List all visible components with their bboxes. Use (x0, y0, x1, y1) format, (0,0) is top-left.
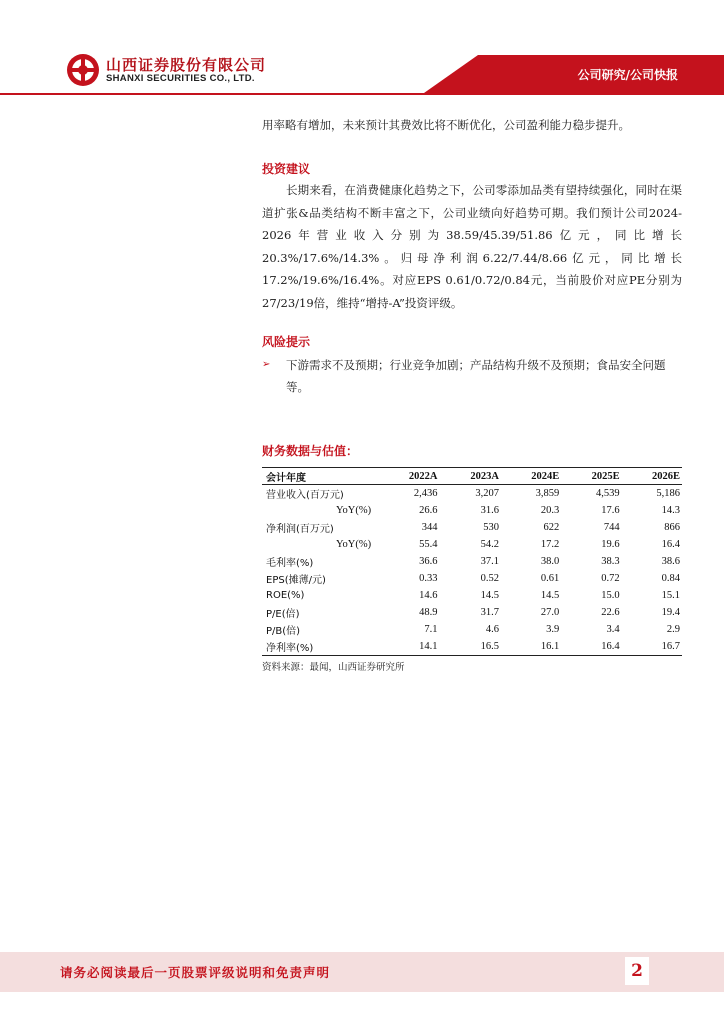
table-cell: 55.4 (419, 539, 438, 550)
table-cell: 16.4 (661, 539, 680, 550)
table-cell: 36.6 (419, 556, 438, 567)
company-name-cn: 山西证券股份有限公司 (106, 56, 267, 74)
table-cell: 3,859 (535, 488, 560, 499)
table-cell: 31.7 (480, 607, 499, 618)
table-header-row (262, 468, 682, 485)
financial-title: 财务数据与估值： (262, 444, 359, 458)
page-number: 2 (625, 957, 649, 985)
intro-paragraph: 用率略有增加，未来预计其费效比将不断优化，公司盈利能力稳步提升。 (262, 118, 630, 132)
table-header-year: 2024E (501, 468, 561, 485)
table-cell: 866 (664, 522, 680, 533)
table-cell: 622 (543, 522, 560, 533)
table-cell: 0.61 (540, 573, 560, 584)
table-cell: 344 (421, 522, 438, 533)
table-cell: 16.4 (561, 638, 621, 656)
table-cell: 15.1 (661, 590, 680, 601)
report-type-label: 公司研究/公司快报 (577, 68, 678, 82)
table-cell: 14.5 (540, 590, 560, 601)
table-cell: 0.52 (480, 573, 499, 584)
table-header-year: 2025E (561, 468, 621, 485)
table-cell: 48.9 (419, 607, 438, 618)
table-cell: 14.1 (378, 638, 439, 656)
row-label: P/B(倍) (266, 626, 301, 637)
table-cell: 22.6 (601, 607, 620, 618)
table-cell: 17.6 (601, 505, 620, 516)
company-name-en: SHANXI SECURITIES CO., LTD. (106, 73, 255, 84)
table-cell: 14.5 (480, 590, 499, 601)
row-label: ROE(%) (266, 590, 305, 601)
table-cell: 3.4 (606, 624, 620, 635)
table-cell: 26.6 (419, 505, 438, 516)
table-row (262, 587, 682, 604)
investment-section (262, 160, 682, 314)
table-header-year: 2023A (439, 468, 500, 485)
financial-table-body (262, 485, 682, 656)
table-row (262, 621, 682, 638)
risk-item (262, 354, 682, 398)
table-cell: 744 (603, 522, 620, 533)
row-label: YoY(%) (336, 539, 372, 550)
table-row (262, 570, 682, 587)
financial-section (262, 442, 682, 673)
table-cell: 4.6 (485, 624, 499, 635)
risk-item-text: 下游需求不及预期；行业竞争加剧；产品结构升级不及预期；食品安全问题等。 (286, 358, 666, 394)
row-label: 毛利率(%) (266, 558, 314, 569)
company-logo-icon (66, 53, 100, 87)
table-row (262, 536, 682, 553)
table-cell: 38.0 (540, 556, 560, 567)
table-cell: 31.6 (480, 505, 499, 516)
table-header-year: 2026E (622, 468, 682, 485)
row-label: EPS(摊薄/元) (266, 575, 326, 586)
table-cell: 0.72 (601, 573, 620, 584)
table-cell: 5,186 (656, 488, 680, 499)
table-cell: 530 (483, 522, 499, 533)
risk-title: 风险提示 (262, 335, 311, 349)
table-cell: 14.3 (661, 505, 680, 516)
table-cell: 27.0 (540, 607, 560, 618)
header-divider (0, 93, 724, 95)
table-cell: 3,207 (475, 488, 499, 499)
intro-paragraph-block (262, 114, 682, 137)
table-cell: 0.84 (661, 573, 680, 584)
footer-disclaimer: 请务必阅读最后一页股票评级说明和免责声明 (60, 965, 331, 980)
table-cell: 38.3 (601, 556, 620, 567)
table-cell: 19.6 (601, 539, 620, 550)
table-source: 资料来源：最闻，山西证券研究所 (262, 662, 405, 673)
table-cell: 2,436 (413, 488, 438, 499)
table-row (262, 604, 682, 621)
risk-section (262, 333, 682, 398)
table-cell: 4,539 (596, 488, 620, 499)
table-cell: 14.6 (419, 590, 438, 601)
table-cell: 20.3 (540, 505, 560, 516)
table-row (262, 553, 682, 570)
row-label: 净利率(%) (262, 638, 378, 656)
financial-table (262, 467, 682, 656)
table-cell: 17.2 (540, 539, 560, 550)
page-header (0, 0, 724, 100)
row-label: 净利润(百万元) (266, 524, 334, 535)
table-header-label: 会计年度 (262, 468, 378, 485)
table-cell: 16.5 (439, 638, 500, 656)
row-label: 营业收入(百万元) (266, 490, 344, 501)
row-label: P/E(倍) (266, 609, 300, 620)
table-cell: 0.33 (419, 573, 438, 584)
table-header-year: 2022A (378, 468, 439, 485)
table-cell: 38.6 (661, 556, 680, 567)
table-cell: 7.1 (424, 624, 438, 635)
table-cell: 16.7 (622, 638, 682, 656)
header-band (424, 55, 724, 93)
table-cell: 3.9 (546, 624, 560, 635)
investment-title: 投资建议 (262, 162, 311, 176)
table-cell: 2.9 (666, 624, 680, 635)
investment-body: 长期来看，在消费健康化趋势之下，公司零添加品类有望持续强化，同时在渠道扩张&品类结构不断丰富之下，公司业绩向好趋势可期。我们预计公司2024-2026年营业收入分别为38.59/45.39/51.86亿元，同比增长20.3%/17.6%/14.3%。归母净利润6.22/7.44/8.66亿元，同比增长17.2%/19.6%/16.4%。对应EPS 0.61/0.72/0.84元，当前股价对应PE分别为27/23/19倍，维持“增持-A”投资评级。 (262, 183, 682, 310)
table-cell: 54.2 (480, 539, 499, 550)
table-row (262, 638, 682, 656)
table-cell: 16.1 (501, 638, 561, 656)
arrow-bullet-icon: ➢ (262, 359, 271, 370)
table-cell: 15.0 (601, 590, 620, 601)
row-label: YoY(%) (336, 505, 372, 516)
table-row (262, 485, 682, 503)
table-row (262, 519, 682, 536)
table-cell: 19.4 (661, 607, 680, 618)
table-row (262, 502, 682, 519)
table-cell: 37.1 (480, 556, 499, 567)
